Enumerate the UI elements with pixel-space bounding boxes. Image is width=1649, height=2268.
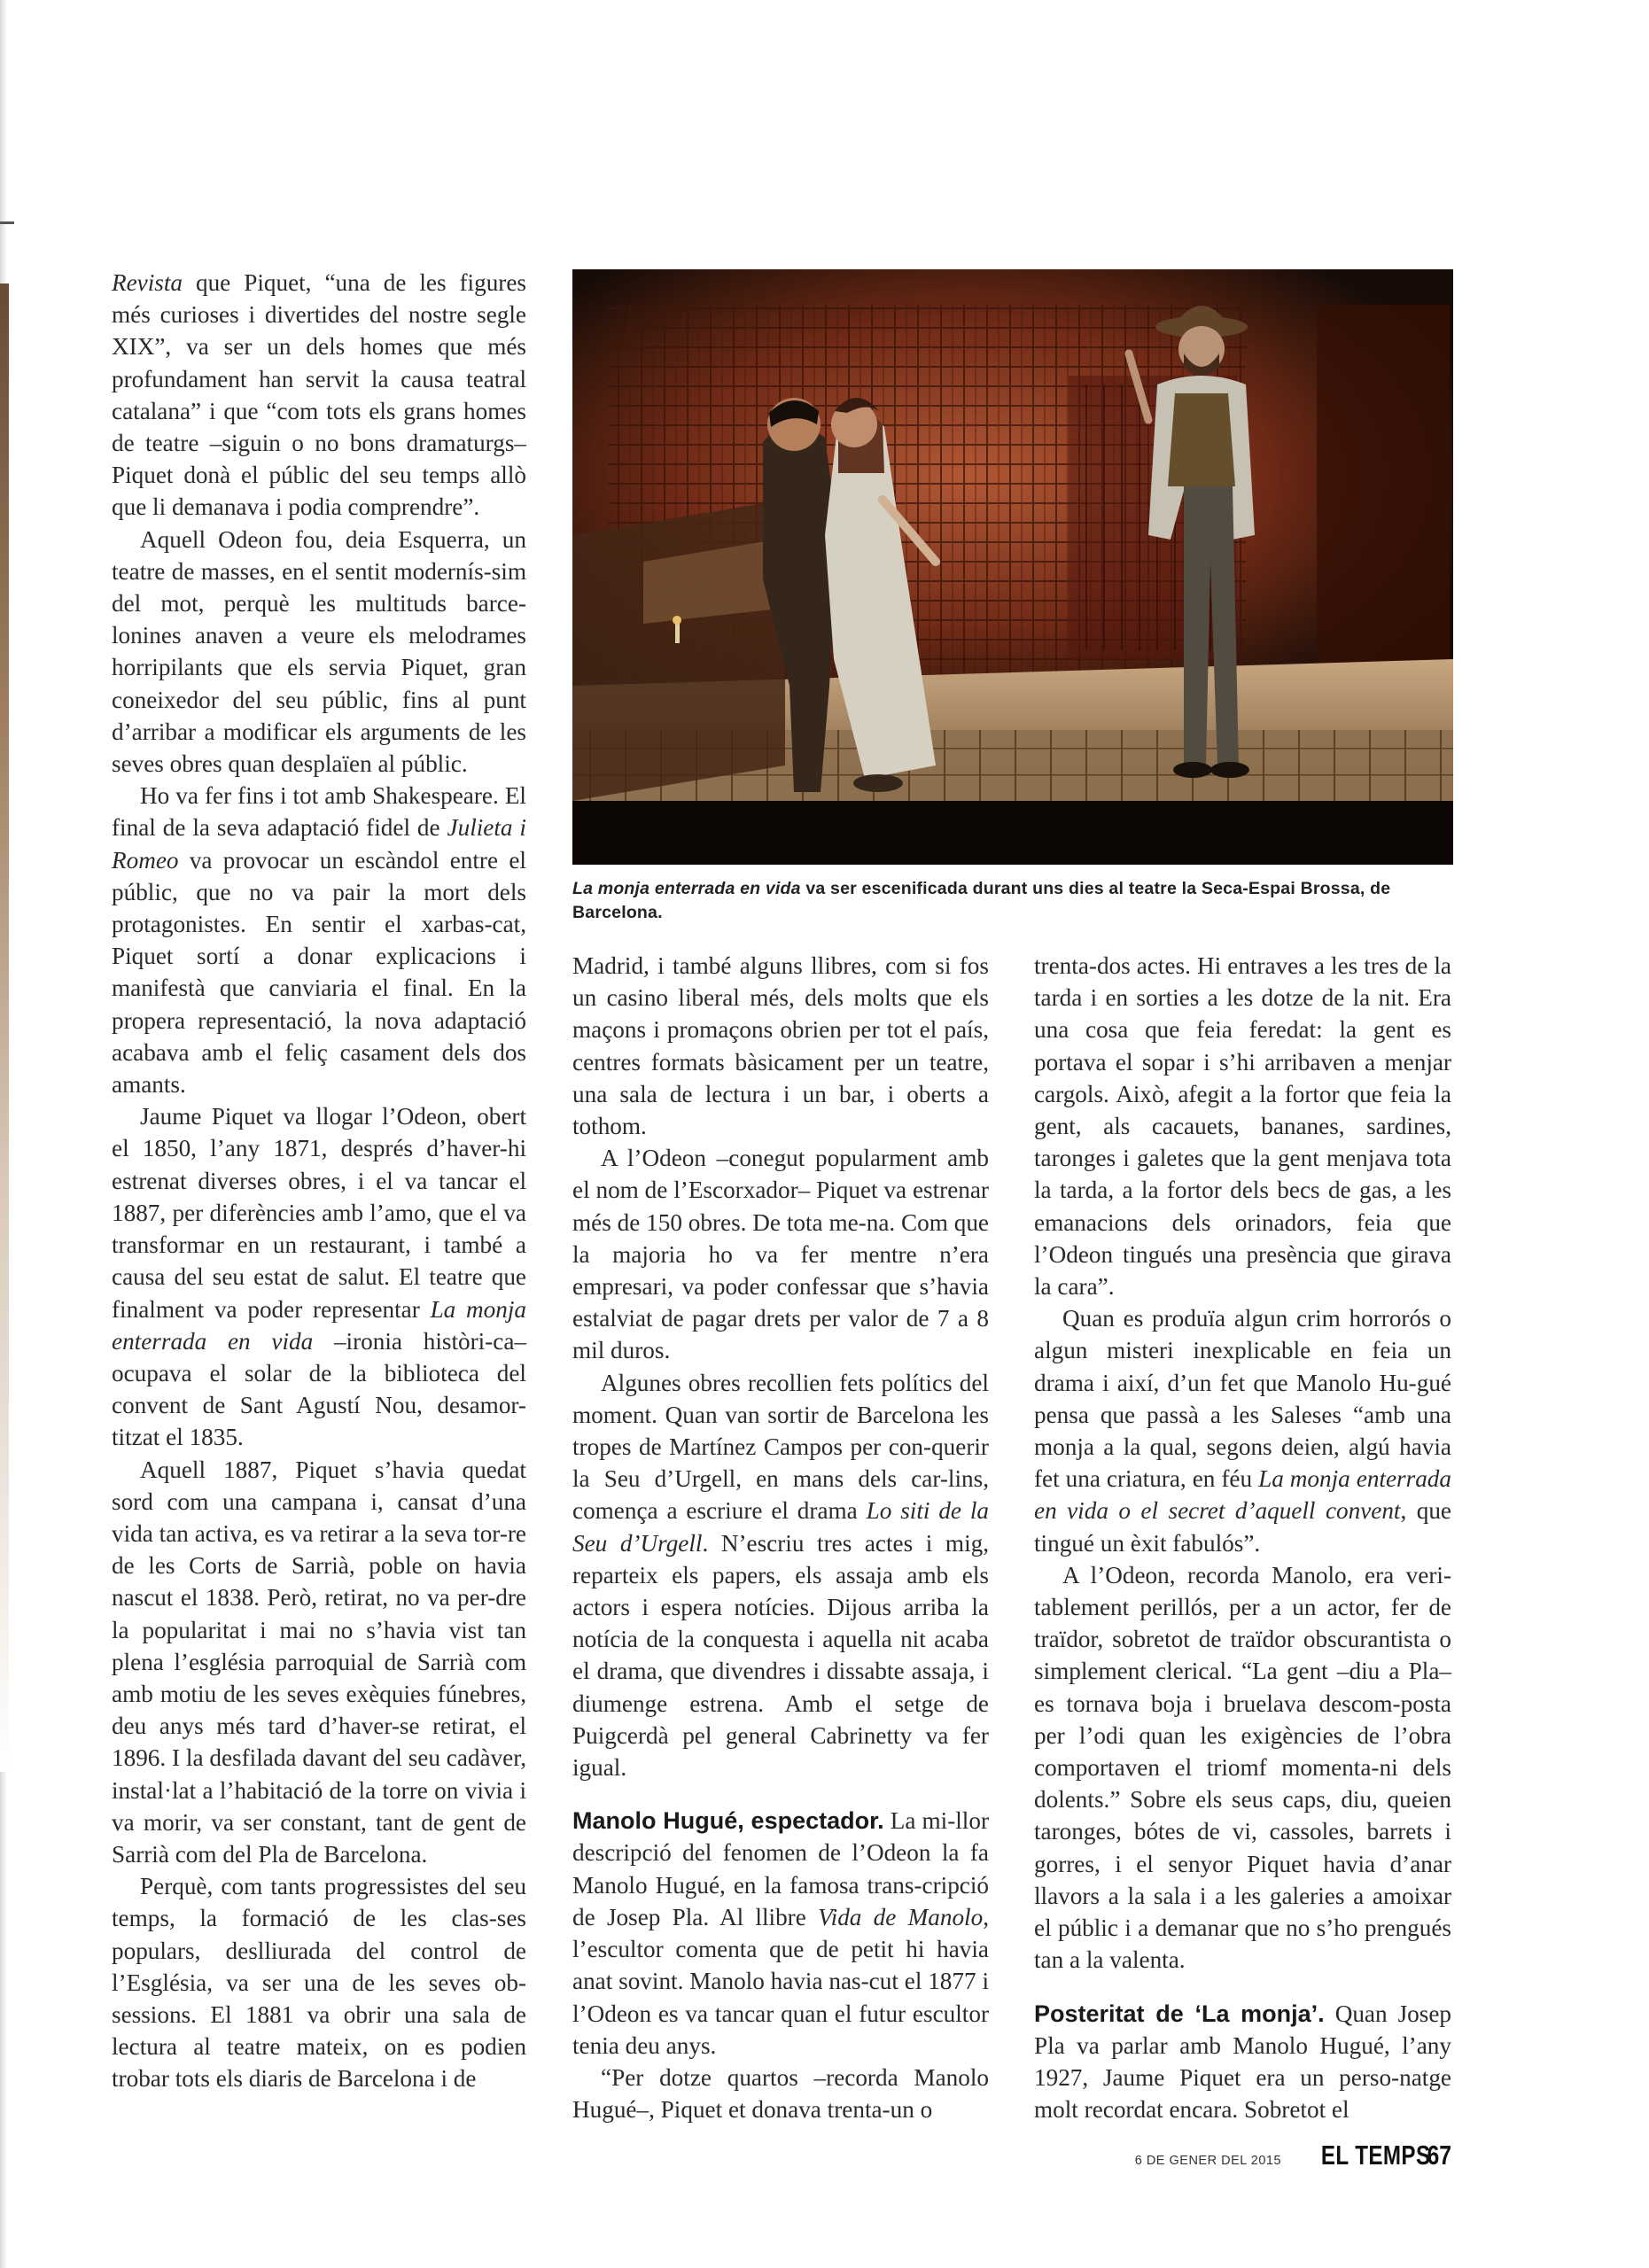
section-subhead: Manolo Hugué, espectador. — [572, 1807, 884, 1835]
article-paragraph — [572, 950, 989, 1142]
caption-italic-title: La monja enterrada en vida — [572, 879, 801, 898]
article-paragraph — [1034, 1559, 1451, 1977]
body-text: A l’Odeon –conegut popularment amb el nom de l’Escorxador– Piquet va estrenar més de 150 obres. De tota me-na. Com que la majoria ho va fer mentre n’era empresari, va poder confessar que s’havia estalviat de pagar drets per valor de 7 a 8 mil duros. — [572, 1145, 989, 1364]
body-text: A l’Odeon, recorda Manolo, era veri-tablement perillós, per a un actor, fer de traïdor, sobretot de traïdor obscurantista o simplement clerical. “La gent –diu a Pla– es tornava boja i bruelava descom-posta per l’odi quan les exigències de l’obra comportaven el triomf momenta-ni dels dolents.” Sobre els seus caps, diu, queien taronges, bótes de vi, cassoles, barrets i gorres, i el senyor Piquet havia d’anar llavors a la sala i a les galeries a amoixar el públic i a demanar que no s’ho prengués tan a la valenta. — [1034, 1561, 1451, 1974]
body-text: “Per dotze quartos –recorda Manolo Hugué–, Piquet et donava trenta-un o — [572, 2063, 989, 2124]
italic-title: La monja enterrada en vida — [112, 1295, 527, 1355]
body-text: trenta-dos actes. Hi entraves a les tres de la tarda i en sorties a les dotze de la nit. Era una cosa que feia feredat: la gent es portava el sopar i s’hi arribaven a menjar cargols. Això, afegit a la fortor que feia la gent, als cacauets, bananes, sardines, taronges i galetes que la gent menjava tota la tarda, a la fortor dels becs de gas, a les emanacions dels orinadors, feia que l’Odeon tingués una presència que girava la cara”. — [1034, 952, 1451, 1301]
article-paragraph — [572, 1142, 989, 1366]
magazine-name: EL TEMPS — [1320, 2140, 1431, 2171]
italic-title: Vida de Manolo — [818, 1903, 984, 1930]
italic-title: Revista — [112, 269, 183, 296]
body-text: , que tingué un èxit fabulós”. — [1034, 1497, 1451, 1557]
article-column-1 — [112, 267, 526, 2095]
article-paragraph — [572, 1805, 989, 2062]
article-paragraph — [1034, 1998, 1451, 2126]
adjacent-page-sliver — [0, 284, 9, 1772]
body-text: Aquell 1887, Piquet s’havia quedat sord com una campana i, cansat d’una vida tan activa, es va retirar a la seva tor-re de les Corts de Sarrià, poble on havia nascut el 1838. Però, retirat, no va per-dre la popularitat i mai no s’havia vist tan plena l’església parroquial de Sarrià com amb motiu de les seves exèquies fúnebres, deu anys més tard d’haver-se retirat, el 1896. I la desfilada davant del seu cadàver, instal·lat a l’habitació de la torre on vivia i va morir, va ser constant, tant de gent de Sarrià com del Pla de Barcelona. — [112, 1456, 526, 1868]
body-text: Ho va fer fins i tot amb Shakespeare. El final de la seva adaptació fidel de — [112, 782, 526, 842]
body-text: Aquell Odeon fou, deia Esquerra, un teatre de masses, en el sentit modernís-sim del mot, perquè les multituds barce-lonines anaven a veure els melodrames horripilants que els servia Piquet, gran coneixedor del seu públic, fins al punt d’arribar a modificar els arguments de les seves obres quan desplaïen al públic. — [112, 525, 526, 778]
article-column-2 — [572, 950, 989, 2125]
stage-photo — [572, 269, 1453, 865]
article-paragraph — [572, 1367, 989, 1784]
caption-text: va ser escenificada durant uns dies al teatre la Seca-Espai Brossa, de Barcelona. — [572, 879, 1391, 922]
body-text: . N’escriu tres actes i mig, reparteix els papers, els assaja amb els actors i espera notícies. Dijous arriba la notícia de la conquesta i aquella nit acaba el drama, que divendres i dissabte assaja, i diumenge estrena. Amb el setge de Puigcerdà pel general Cabrinetty va fer igual. — [572, 1529, 990, 1782]
body-text: Quan es produïa algun crim horrorós o algun misteri inexplicable en feia un drama i així, d’un fet que Manolo Hu-gué pensa que passà a les Saleses “amb una monja a la qual, segons deien, algú havia fet una criatura, en féu — [1034, 1305, 1451, 1493]
article-paragraph — [112, 267, 526, 524]
italic-title: La monja enterrada en vida o el secret d’aquell convent — [1034, 1465, 1451, 1525]
body-text: La mi-llor descripció del fenomen de l’Odeon la fa Manolo Hugué, en la famosa trans-cripció de Josep Pla. Al llibre — [572, 1807, 989, 1930]
article-paragraph — [1034, 950, 1451, 1302]
article-paragraph — [572, 2062, 989, 2125]
fold-mark — [0, 221, 14, 224]
body-text: Algunes obres recollien fets polítics del moment. Quan van sortir de Barcelona les tropes de Martínez Campos per con-querir la Seu d’Urgell, en mans dels car-lins, comença a escriure el drama — [572, 1369, 989, 1525]
section-subhead: Posteritat de ‘La monja’. — [1034, 2000, 1325, 2027]
body-text: Quan Josep Pla va parlar amb Manolo Hugué, l’any 1927, Jaume Piquet era un perso-natge molt recordat encara. Sobretot el — [1034, 2000, 1451, 2124]
article-paragraph — [112, 1870, 526, 2094]
article-paragraph — [112, 1100, 526, 1453]
body-text: que Piquet, “una de les figures més curioses i divertides del nostre segle XIX”, va ser un dels homes que més profundament han servit la causa teatral catalana” i que “com tots els grans homes de teatre –siguin o no bons dramaturgs– Piquet donà el públic del seu temps allò que li demanava i podia comprendre”. — [112, 269, 526, 521]
page-number: 67 — [1426, 2140, 1451, 2171]
stage-photo-illustration — [572, 269, 1453, 865]
article-paragraph — [112, 524, 526, 781]
italic-title: Julieta i Romeo — [112, 814, 526, 874]
article-paragraph — [1034, 1302, 1451, 1559]
article-column-3 — [1034, 950, 1451, 2125]
body-text: , l’escultor comenta que de petit hi havia anat sovint. Manolo havia nas-cut el 1877 i l’Odeon es va tancar quan el futur escultor tenia deu anys. — [572, 1903, 989, 2059]
article-paragraph — [112, 1454, 526, 1871]
body-text: –ironia històri-ca– ocupava el solar de la biblioteca del convent de Sant Agustí Nou, desamor-titzat el 1835. — [112, 1327, 526, 1451]
photo-caption — [572, 877, 1453, 925]
page-footer — [1135, 2140, 1454, 2171]
body-text: Perquè, com tants progressistes del seu temps, la formació de les clas-ses populars, deslliurada del control de l’Església, va ser una de les seves ob-sessions. El 1881 va obrir una sala de lectura al teatre mateix, on es podien trobar tots els diaris de Barcelona i de — [112, 1873, 526, 2093]
italic-title: Lo siti de la Seu d’Urgell — [572, 1497, 990, 1557]
article-paragraph — [112, 780, 526, 1100]
body-text: Madrid, i també alguns llibres, com si fos un casino liberal més, dels molts que els maçons i promaçons obrien per tot el país, centres formats bàsicament per un teatre, una sala de lectura i un bar, i oberts a tothom. — [572, 952, 989, 1140]
body-text: Jaume Piquet va llogar l’Odeon, obert el 1850, l’any 1871, després d’haver-hi estrenat diverses obres, i el va tancar el 1887, per diferències amb l’amo, que el va transformar en un restaurant, i també a causa del seu estat de salut. El teatre que finalment va poder representar — [112, 1103, 526, 1323]
footer-date: 6 DE GENER DEL 2015 — [1134, 2154, 1282, 2168]
body-text: va provocar un escàndol entre el públic, que no va pair la mort dels protagonistes. En sentir el xarbas-cat, Piquet sortí a donar explicacions i manifestà que canviaria el final. En la propera representació, la nova adaptació acabava amb el feliç casament dels dos amants. — [112, 846, 526, 1099]
